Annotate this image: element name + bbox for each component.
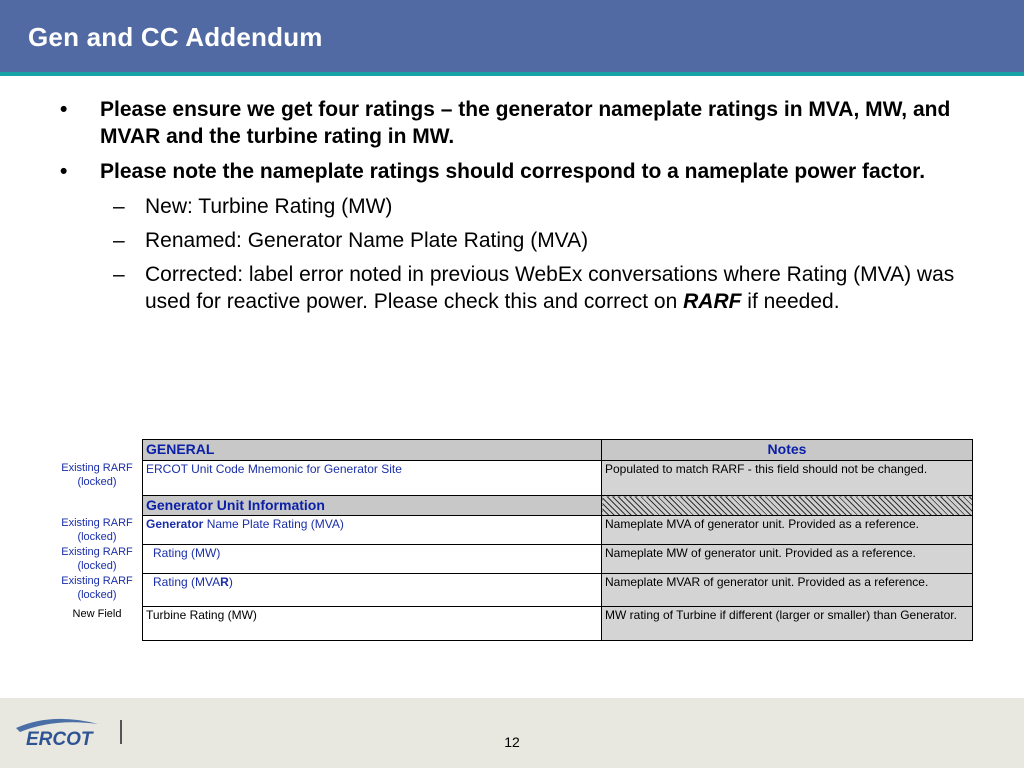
field-rating-mvar-post: )	[228, 575, 233, 589]
logo-text: ERCOT	[26, 729, 93, 750]
sub-bullet-3-tail: if needed.	[741, 290, 840, 313]
bullet-dot-icon: •	[60, 160, 68, 183]
note-unit-code: Populated to match RARF - this field should not be changed.	[602, 461, 973, 496]
field-unit-code: ERCOT Unit Code Mnemonic for Generator Site	[143, 461, 602, 496]
bullet-content	[58, 96, 978, 322]
sub-bullet-1	[58, 193, 978, 220]
slide-title: Gen and CC Addendum	[28, 22, 323, 52]
table-row	[143, 461, 973, 496]
field-rating-mvar-bold: R	[220, 575, 229, 589]
side-label-row2	[54, 516, 140, 544]
side-label-row3	[54, 545, 140, 573]
bullet-1	[58, 96, 978, 150]
side-label-existing: Existing RARF	[61, 575, 133, 587]
sub-bullet-2	[58, 227, 978, 254]
field-rating-mvar	[143, 574, 602, 607]
header-notes: Notes	[602, 440, 973, 461]
dash-icon: –	[113, 263, 125, 286]
side-label-existing: Existing RARF	[61, 546, 133, 558]
bullet-1-text: Please ensure we get four ratings – the generator nameplate ratings in MVA, MW, and MVAR and the turbine rating in MW.	[100, 98, 951, 148]
bullet-dot-icon: •	[60, 98, 68, 121]
rarf-table	[142, 439, 973, 641]
section-generator-unit: Generator Unit Information	[143, 496, 602, 516]
note-rating-mw: Nameplate MW of generator unit. Provided as a reference.	[602, 545, 973, 574]
note-rating-mvar: Nameplate MVAR of generator unit. Provided as a reference.	[602, 574, 973, 607]
header-general: GENERAL	[143, 440, 602, 461]
field-nameplate-mva	[143, 516, 602, 545]
field-rating-mw: Rating (MW)	[143, 545, 602, 574]
rarf-emphasis: RARF	[683, 290, 742, 313]
generator-bold: Generator	[146, 517, 204, 531]
side-label-locked: (locked)	[77, 560, 117, 572]
note-turbine-rating: MW rating of Turbine if different (larger or smaller) than Generator.	[602, 607, 973, 641]
side-label-row4	[54, 574, 140, 602]
sub-bullet-2-text: Renamed: Generator Name Plate Rating (MVA)	[145, 229, 589, 252]
sub-bullet-1-text: New: Turbine Rating (MW)	[145, 195, 393, 218]
table-row	[143, 516, 973, 545]
page-number: 12	[504, 734, 520, 750]
sub-bullet-3-text: Corrected: label error noted in previous WebEx conversations where Rating (MVA) was used for reactive power. Please check this and correct on	[145, 263, 955, 313]
table-section-row	[143, 496, 973, 516]
note-nameplate-mva: Nameplate MVA of generator unit. Provided as a reference.	[602, 516, 973, 545]
title-bar	[0, 0, 1024, 76]
bullet-2	[58, 158, 978, 185]
bullet-2-text: Please note the nameplate ratings should correspond to a nameplate power factor.	[100, 160, 926, 183]
field-rating-mvar-pre: Rating (MVA	[153, 575, 221, 589]
sub-bullet-3	[58, 261, 978, 315]
side-label-locked: (locked)	[77, 476, 117, 488]
dash-icon: –	[113, 229, 125, 252]
dash-icon: –	[113, 195, 125, 218]
field-nameplate-mva-text: Name Plate Rating (MVA)	[203, 517, 344, 531]
table-row	[143, 545, 973, 574]
table-row	[143, 574, 973, 607]
footer-bar	[0, 698, 1024, 768]
side-label-existing: Existing RARF	[61, 517, 133, 529]
hatched-cell	[602, 496, 973, 516]
field-turbine-rating: Turbine Rating (MW)	[143, 607, 602, 641]
side-label-existing: Existing RARF	[61, 462, 133, 474]
side-label-row1	[54, 461, 140, 489]
side-label-new-field: New Field	[72, 608, 122, 620]
table-header-row	[143, 440, 973, 461]
side-label-locked: (locked)	[77, 589, 117, 601]
side-label-locked: (locked)	[77, 531, 117, 543]
table-row	[143, 607, 973, 641]
